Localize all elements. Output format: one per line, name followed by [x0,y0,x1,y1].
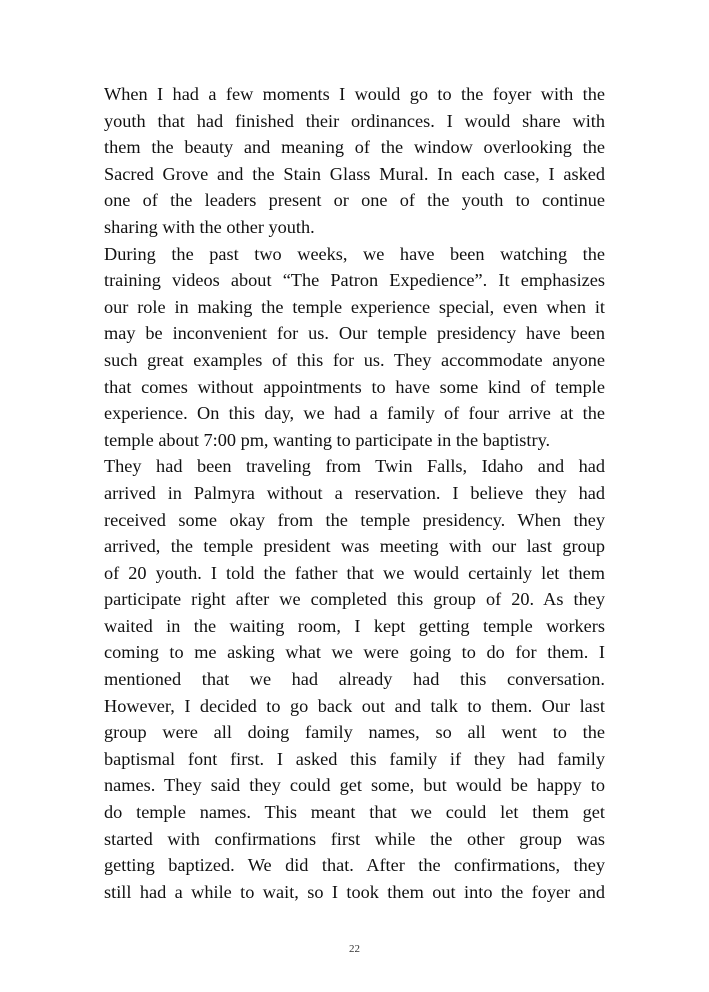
text-line: waited in the waiting room, I kept getting temple workers [104,615,605,636]
text-line: participate right after we completed this group of 20. As they [104,589,605,610]
text-line: received some okay from the temple presidency. When they [104,509,605,530]
body-text [104,81,605,905]
text-line: youth that had finished their ordinances. I would share with [104,110,605,131]
text-line: experience. On this day, we had a family of four arrive at the [104,403,605,424]
text-line: our role in making the temple experience special, even when it [104,296,605,317]
text-line: such great examples of this for us. They accommodate anyone [104,349,605,370]
text-line: Sacred Grove and the Stain Glass Mural. In each case, I asked [104,163,605,184]
text-line: sharing with the other youth. [104,216,315,237]
text-line: arrived, the temple president was meeting with our last group [104,536,605,557]
text-line: getting baptized. We did that. After the confirmations, they [104,855,605,876]
text-line: baptismal font first. I asked this family if they had family [104,748,605,769]
text-line: that comes without appointments to have some kind of temple [104,376,605,397]
page-number: 22 [349,943,360,955]
text-line: However, I decided to go back out and talk to them. Our last [104,695,605,716]
text-line: When I had a few moments I would go to the foyer with the [104,84,605,104]
text-line: They had been traveling from Twin Falls, Idaho and had [104,456,605,477]
text-line: names. They said they could get some, but would be happy to [104,775,605,796]
text-line: arrived in Palmyra without a reservation. I believe they had [104,482,605,503]
text-line: do temple names. This meant that we could let them get [104,802,605,823]
text-line: During the past two weeks, we have been watching the [104,243,605,264]
text-line: training videos about “The Patron Expedience”. It emphasizes [104,270,605,291]
text-line: temple about 7:00 pm, wanting to participate in the baptistry. [104,429,551,450]
text-line: one of the leaders present or one of the youth to continue [104,190,605,211]
text-line: coming to me asking what we were going to do for them. I [104,642,605,663]
text-line: group were all doing family names, so all went to the [104,722,605,743]
text-line: still had a while to wait, so I took them out into the foyer and [104,881,605,902]
text-line: may be inconvenient for us. Our temple presidency have been [104,323,605,344]
text-line: started with confirmations first while the other group was [104,828,605,849]
text-line: them the beauty and meaning of the window overlooking the [104,137,605,158]
text-line: mentioned that we had already had this conversation. [104,669,605,690]
text-line: of 20 youth. I told the father that we would certainly let them [104,562,605,583]
